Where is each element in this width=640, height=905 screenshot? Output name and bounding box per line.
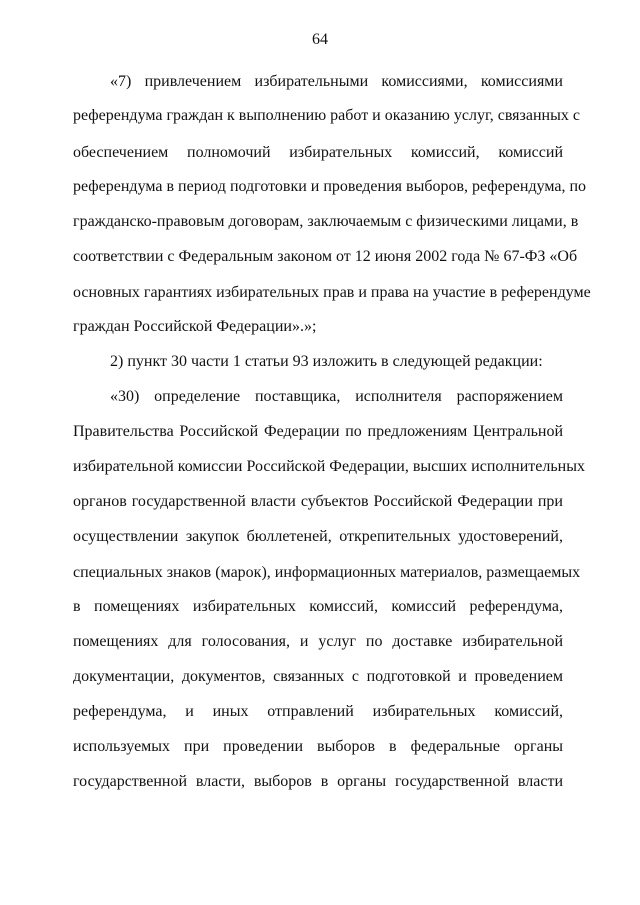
text-line-10: «30) определение поставщика, исполнителя распоряжением — [110, 388, 563, 405]
text-line-1: «7) привлечением избирательными комиссиями, комиссиями — [110, 73, 563, 90]
text-line-8: граждан Российской Федерации».»; — [73, 318, 317, 335]
text-line-9: 2) пункт 30 части 1 статьи 93 изложить в следующей редакции: — [110, 353, 543, 370]
text-line-3: обеспечением полномочий избирательных комиссий, комиссий — [73, 144, 563, 161]
text-line-12: избирательной комиссии Российской Федерации, высших исполнительных — [73, 458, 585, 475]
text-line-14: осуществлении закупок бюллетеней, открепительных удостоверений, — [73, 528, 563, 545]
text-line-11: Правительства Российской Федерации по предложениям Центральной — [73, 423, 563, 440]
text-line-15: специальных знаков (марок), информационных материалов, размещаемых — [73, 564, 581, 581]
text-line-16: в помещениях избирательных комиссий, комиссий референдума, — [73, 598, 563, 615]
text-line-5: гражданско-правовым договорам, заключаемым с физическими лицами, в — [73, 213, 579, 230]
text-line-2: референдума граждан к выполнению работ и оказанию услуг, связанных с — [73, 107, 580, 124]
text-line-17: помещениях для голосования, и услуг по доставке избирательной — [73, 633, 563, 650]
page-number: 64 — [312, 31, 328, 48]
text-line-19: референдума, и иных отправлений избирательных комиссий, — [73, 703, 563, 720]
text-line-13: органов государственной власти субъектов Российской Федерации при — [73, 493, 563, 510]
text-line-7: основных гарантиях избирательных прав и права на участие в референдуме — [73, 284, 591, 301]
text-line-6: соответствии с Федеральным законом от 12 июня 2002 года № 67-ФЗ «Об — [73, 248, 578, 265]
text-line-21: государственной власти, выборов в органы государственной власти — [73, 773, 563, 790]
text-line-20: используемых при проведении выборов в федеральные органы — [73, 738, 563, 755]
text-line-4: референдума в период подготовки и проведения выборов, референдума, по — [73, 178, 587, 195]
text-line-18: документации, документов, связанных с подготовкой и проведением — [73, 668, 563, 685]
